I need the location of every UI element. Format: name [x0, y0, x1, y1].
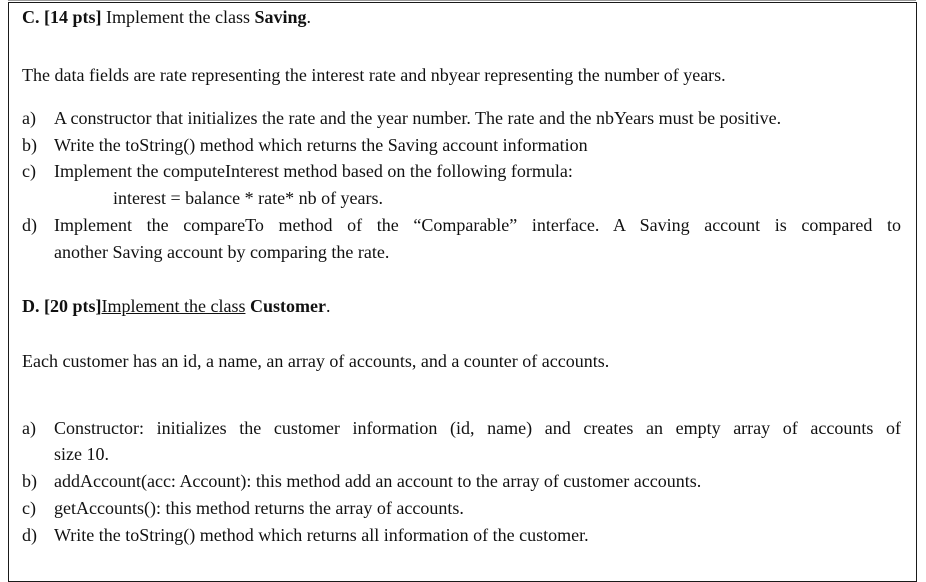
section-d-item-b-text: addAccount(acc: Account): this method add an account to the array of customer accounts. [54, 471, 702, 491]
section-c-item-a-marker: a) [22, 108, 36, 128]
section-c-heading [22, 8, 311, 26]
section-c-item-b-text: Write the toString() method which returns the Saving account information [54, 135, 588, 155]
section-c-intro: Implement the class [106, 7, 250, 27]
section-d-label: D. [22, 296, 40, 316]
section-c-item-d-marker: d) [22, 215, 37, 235]
section-d-item-a-marker: a) [22, 418, 36, 438]
section-c-class-name: Saving [254, 7, 307, 27]
section-c-item-d-text-1: Implement the compareTo method of the “Comparable” interface. A Saving account is compared to [54, 215, 901, 235]
section-d-item-a-text-1: Constructor: initializes the customer information (id, name) and creates an empty array of accounts of [54, 418, 901, 438]
section-d-description: Each customer has an id, a name, an array of accounts, and a counter of accounts. [22, 351, 610, 371]
section-d-item-d-marker: d) [22, 525, 37, 545]
section-d-intro: Implement the class [101, 296, 246, 316]
document-frame [8, 2, 917, 582]
section-d-item-c-text: getAccounts(): this method returns the array of accounts. [54, 498, 464, 518]
section-c-item-c-text: Implement the computeInterest method based on the following formula: [54, 161, 573, 181]
section-d-points: [20 pts] [44, 296, 102, 316]
section-c-description: The data fields are rate representing the interest rate and nbyear representing the number of years. [22, 65, 726, 85]
section-d-class-name: Customer [249, 296, 326, 316]
section-d-period: . [325, 296, 331, 316]
section-c-points: [14 pts] [44, 7, 102, 27]
section-c-item-c-marker: c) [22, 161, 36, 181]
section-d-heading [22, 297, 330, 315]
section-d-item-c-marker: c) [22, 498, 36, 518]
top-rule [8, 0, 916, 1]
section-c-label: C. [22, 7, 40, 27]
section-c-item-a-text: A constructor that initializes the rate and the year number. The rate and the nbYears must be positive. [54, 108, 782, 128]
section-d-item-d-text: Write the toString() method which returns all information of the customer. [54, 525, 589, 545]
section-c-formula: interest = balance * rate* nb of years. [113, 188, 384, 208]
section-c-period: . [306, 7, 311, 27]
section-d-item-b-marker: b) [22, 471, 37, 491]
section-c-item-b-marker: b) [22, 135, 37, 155]
section-c-item-d-text-2: another Saving account by comparing the rate. [54, 242, 390, 262]
section-d-item-a-text-2: size 10. [54, 444, 109, 464]
